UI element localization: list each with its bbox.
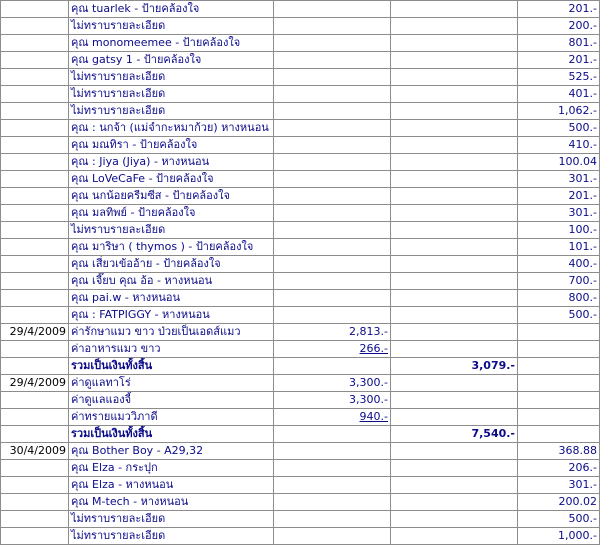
- expense-amount-cell[interactable]: [274, 358, 391, 375]
- donation-value-cell[interactable]: 500.-: [518, 120, 600, 137]
- donation-value-cell[interactable]: [518, 358, 600, 375]
- subtotal-cell[interactable]: [391, 239, 518, 256]
- donation-value-cell[interactable]: 200.02: [518, 494, 600, 511]
- donation-value-cell[interactable]: 301.-: [518, 477, 600, 494]
- expense-amount-cell[interactable]: [274, 528, 391, 545]
- donation-value-cell[interactable]: 500.-: [518, 511, 600, 528]
- spreadsheet-row: [1, 256, 600, 273]
- spreadsheet-row: [1, 1, 600, 18]
- date-cell[interactable]: [1, 273, 69, 290]
- date-cell[interactable]: [1, 69, 69, 86]
- subtotal-cell[interactable]: [391, 120, 518, 137]
- expense-amount-cell[interactable]: [274, 494, 391, 511]
- description-cell[interactable]: คุณ เสี่ยวเข้ออ้าย - ป้ายคล้องใจ: [69, 256, 274, 273]
- description-cell[interactable]: คุณ gatsy 1 - ป้ายคล้องใจ: [69, 52, 274, 69]
- spreadsheet-row: [1, 137, 600, 154]
- date-cell[interactable]: 30/4/2009: [1, 443, 69, 460]
- subtotal-cell[interactable]: 7,540.-: [391, 426, 518, 443]
- subtotal-cell[interactable]: [391, 460, 518, 477]
- subtotal-cell[interactable]: [391, 477, 518, 494]
- date-cell[interactable]: [1, 222, 69, 239]
- spreadsheet-row: [1, 460, 600, 477]
- donation-value-cell[interactable]: [518, 324, 600, 341]
- subtotal-cell[interactable]: [391, 494, 518, 511]
- description-cell[interactable]: คุณ monomeemee - ป้ายคล้องใจ: [69, 35, 274, 52]
- spreadsheet-row: [1, 324, 600, 341]
- subtotal-cell[interactable]: [391, 52, 518, 69]
- spreadsheet-row: [1, 375, 600, 392]
- date-cell[interactable]: [1, 460, 69, 477]
- expense-amount-text: 940.-: [359, 410, 388, 423]
- expense-amount-cell[interactable]: [274, 137, 391, 154]
- subtotal-cell[interactable]: [391, 290, 518, 307]
- description-cell[interactable]: ไม่ทราบรายละเอียด: [69, 222, 274, 239]
- description-cell[interactable]: ค่าอาหารแมว ขาว: [69, 341, 274, 358]
- subtotal-cell[interactable]: [391, 86, 518, 103]
- expense-amount-cell[interactable]: [274, 477, 391, 494]
- donation-value-cell[interactable]: 700.-: [518, 273, 600, 290]
- spreadsheet-row: [1, 222, 600, 239]
- subtotal-cell[interactable]: [391, 35, 518, 52]
- expense-amount-text: 2,813.-: [349, 325, 388, 338]
- date-cell[interactable]: [1, 256, 69, 273]
- donation-value-cell[interactable]: [518, 392, 600, 409]
- subtotal-cell[interactable]: [391, 137, 518, 154]
- donation-value-cell[interactable]: 201.-: [518, 52, 600, 69]
- expense-amount-cell[interactable]: [274, 205, 391, 222]
- date-cell[interactable]: 29/4/2009: [1, 375, 69, 392]
- expense-amount-cell[interactable]: [274, 69, 391, 86]
- donation-value-cell[interactable]: 368.88: [518, 443, 600, 460]
- date-cell[interactable]: [1, 290, 69, 307]
- expense-amount-cell[interactable]: [274, 120, 391, 137]
- subtotal-cell[interactable]: [391, 256, 518, 273]
- expense-amount-cell[interactable]: [274, 409, 391, 426]
- date-cell[interactable]: [1, 528, 69, 545]
- date-cell[interactable]: [1, 171, 69, 188]
- donation-value-cell[interactable]: 200.-: [518, 18, 600, 35]
- donation-value-cell[interactable]: 400.-: [518, 256, 600, 273]
- description-cell[interactable]: ไม่ทราบรายละเอียด: [69, 18, 274, 35]
- description-cell[interactable]: คุณ Elza - หางหนอน: [69, 477, 274, 494]
- description-cell[interactable]: คุณ มาริษา ( thymos ) - ป้ายคล้องใจ: [69, 239, 274, 256]
- date-cell[interactable]: 29/4/2009: [1, 324, 69, 341]
- donation-value-cell[interactable]: 500.-: [518, 307, 600, 324]
- spreadsheet-row: [1, 358, 600, 375]
- spreadsheet-row: [1, 18, 600, 35]
- description-cell[interactable]: รวมเป็นเงินทั้งสิ้น: [69, 358, 274, 375]
- spreadsheet-row: [1, 120, 600, 137]
- expense-amount-text: 3,300.-: [349, 393, 388, 406]
- expense-amount-cell[interactable]: [274, 290, 391, 307]
- subtotal-cell[interactable]: [391, 18, 518, 35]
- expense-amount-text: 266.-: [359, 342, 388, 355]
- subtotal-cell[interactable]: [391, 273, 518, 290]
- description-cell[interactable]: คุณ Elza - กระปุก: [69, 460, 274, 477]
- description-cell[interactable]: ค่าทรายแมววิภาดี: [69, 409, 274, 426]
- date-cell[interactable]: [1, 477, 69, 494]
- donation-value-cell[interactable]: 301.-: [518, 205, 600, 222]
- description-cell[interactable]: คุณ M-tech - หางหนอน: [69, 494, 274, 511]
- expense-amount-cell[interactable]: [274, 52, 391, 69]
- description-cell[interactable]: คุณ pai.w - หางหนอน: [69, 290, 274, 307]
- subtotal-cell[interactable]: [391, 392, 518, 409]
- spreadsheet-row: [1, 409, 600, 426]
- expense-amount-cell[interactable]: [274, 1, 391, 18]
- expense-amount-cell[interactable]: [274, 443, 391, 460]
- subtotal-cell[interactable]: 3,079.-: [391, 358, 518, 375]
- expense-amount-cell[interactable]: [274, 460, 391, 477]
- expense-amount-cell[interactable]: [274, 35, 391, 52]
- spreadsheet-row: [1, 307, 600, 324]
- expense-amount-cell[interactable]: [274, 392, 391, 409]
- spreadsheet-row: [1, 494, 600, 511]
- spreadsheet-row: [1, 188, 600, 205]
- subtotal-cell[interactable]: [391, 511, 518, 528]
- description-cell[interactable]: ค่าดูแลแองจี้: [69, 392, 274, 409]
- date-cell[interactable]: [1, 392, 69, 409]
- expense-amount-text: 3,300.-: [349, 376, 388, 389]
- date-cell[interactable]: [1, 86, 69, 103]
- description-cell[interactable]: ไม่ทราบรายละเอียด: [69, 528, 274, 545]
- date-cell[interactable]: [1, 494, 69, 511]
- date-cell[interactable]: [1, 120, 69, 137]
- description-cell[interactable]: คุณ นกน้อยครีมซีส - ป้ายคล้องใจ: [69, 188, 274, 205]
- donation-value-cell[interactable]: 1,062.-: [518, 103, 600, 120]
- subtotal-cell[interactable]: [391, 528, 518, 545]
- spreadsheet-row: [1, 154, 600, 171]
- expense-amount-cell[interactable]: [274, 86, 391, 103]
- expense-amount-cell[interactable]: [274, 154, 391, 171]
- subtotal-cell[interactable]: [391, 188, 518, 205]
- spreadsheet-row: [1, 511, 600, 528]
- description-cell[interactable]: คุณ tuarlek - ป้ายคล้องใจ: [69, 1, 274, 18]
- description-cell[interactable]: รวมเป็นเงินทั้งสิ้น: [69, 426, 274, 443]
- expense-amount-cell[interactable]: [274, 256, 391, 273]
- expense-amount-cell[interactable]: [274, 307, 391, 324]
- description-cell[interactable]: ไม่ทราบรายละเอียด: [69, 103, 274, 120]
- donation-value-cell[interactable]: 401.-: [518, 86, 600, 103]
- date-cell[interactable]: [1, 188, 69, 205]
- description-cell[interactable]: คุณ เจี๊ยบ คุณ อ้อ - หางหนอน: [69, 273, 274, 290]
- subtotal-cell[interactable]: [391, 409, 518, 426]
- description-cell[interactable]: ไม่ทราบรายละเอียด: [69, 69, 274, 86]
- date-cell[interactable]: [1, 409, 69, 426]
- donation-value-cell[interactable]: 201.-: [518, 188, 600, 205]
- donation-value-cell[interactable]: 800.-: [518, 290, 600, 307]
- description-cell[interactable]: คุณ Bother Boy - A29,32: [69, 443, 274, 460]
- expense-amount-cell[interactable]: [274, 18, 391, 35]
- subtotal-cell[interactable]: [391, 171, 518, 188]
- donation-value-cell[interactable]: 525.-: [518, 69, 600, 86]
- donation-value-cell[interactable]: 201.-: [518, 1, 600, 18]
- subtotal-cell[interactable]: [391, 69, 518, 86]
- spreadsheet-row: [1, 273, 600, 290]
- subtotal-cell[interactable]: [391, 205, 518, 222]
- date-cell[interactable]: [1, 307, 69, 324]
- donation-value-cell[interactable]: 301.-: [518, 171, 600, 188]
- description-cell[interactable]: คุณ มณทิรา - ป้ายคล้องใจ: [69, 137, 274, 154]
- spreadsheet-row: [1, 103, 600, 120]
- spreadsheet-row: [1, 171, 600, 188]
- description-cell[interactable]: ค่าดูแลทาโร่: [69, 375, 274, 392]
- donation-value-cell[interactable]: [518, 341, 600, 358]
- spreadsheet-row: [1, 528, 600, 545]
- donation-value-cell[interactable]: 801.-: [518, 35, 600, 52]
- spreadsheet-row: [1, 205, 600, 222]
- donation-value-cell[interactable]: [518, 426, 600, 443]
- subtotal-cell[interactable]: [391, 324, 518, 341]
- donation-value-cell[interactable]: 410.-: [518, 137, 600, 154]
- description-cell[interactable]: คุณ : FATPIGGY - หางหนอน: [69, 307, 274, 324]
- donation-value-cell[interactable]: 100.-: [518, 222, 600, 239]
- date-cell[interactable]: [1, 341, 69, 358]
- date-cell[interactable]: [1, 511, 69, 528]
- spreadsheet-body: [1, 1, 600, 545]
- description-cell[interactable]: คุณ : นกจ้า (แม่จำกะหมาก้วย) หางหนอน: [69, 120, 274, 137]
- subtotal-cell[interactable]: [391, 341, 518, 358]
- expense-amount-cell[interactable]: [274, 375, 391, 392]
- donation-value-cell[interactable]: [518, 375, 600, 392]
- expense-amount-cell[interactable]: [274, 103, 391, 120]
- description-cell[interactable]: ไม่ทราบรายละเอียด: [69, 511, 274, 528]
- spreadsheet-row: [1, 426, 600, 443]
- date-cell[interactable]: [1, 103, 69, 120]
- date-cell[interactable]: [1, 239, 69, 256]
- date-cell[interactable]: [1, 426, 69, 443]
- expense-amount-cell[interactable]: [274, 273, 391, 290]
- expense-amount-cell[interactable]: [274, 171, 391, 188]
- donation-value-cell[interactable]: 101.-: [518, 239, 600, 256]
- description-cell[interactable]: ไม่ทราบรายละเอียด: [69, 86, 274, 103]
- spreadsheet-row: [1, 86, 600, 103]
- description-cell[interactable]: คุณ มลทิพย์ - ป้ายคล้องใจ: [69, 205, 274, 222]
- spreadsheet-row: [1, 69, 600, 86]
- subtotal-cell[interactable]: [391, 375, 518, 392]
- spreadsheet-row: [1, 239, 600, 256]
- expense-amount-cell[interactable]: [274, 341, 391, 358]
- donation-value-cell[interactable]: [518, 409, 600, 426]
- subtotal-cell[interactable]: [391, 1, 518, 18]
- date-cell[interactable]: [1, 1, 69, 18]
- subtotal-cell[interactable]: [391, 103, 518, 120]
- spreadsheet-row: [1, 341, 600, 358]
- description-cell[interactable]: ค่ารักษาแมว ขาว ป่วยเป็นเอดส์แมว: [69, 324, 274, 341]
- expense-amount-cell[interactable]: [274, 426, 391, 443]
- spreadsheet-row: [1, 477, 600, 494]
- subtotal-cell[interactable]: [391, 154, 518, 171]
- donation-value-cell[interactable]: 100.04: [518, 154, 600, 171]
- spreadsheet-row: [1, 392, 600, 409]
- expense-amount-cell[interactable]: [274, 188, 391, 205]
- spreadsheet-row: [1, 52, 600, 69]
- description-cell[interactable]: คุณ LoVeCaFe - ป้ายคล้องใจ: [69, 171, 274, 188]
- date-cell[interactable]: [1, 137, 69, 154]
- expense-amount-cell[interactable]: [274, 511, 391, 528]
- date-cell[interactable]: [1, 205, 69, 222]
- donation-value-cell[interactable]: 206.-: [518, 460, 600, 477]
- subtotal-cell[interactable]: [391, 222, 518, 239]
- expense-amount-cell[interactable]: [274, 239, 391, 256]
- spreadsheet-row: [1, 35, 600, 52]
- expense-amount-cell[interactable]: [274, 324, 391, 341]
- spreadsheet-row: [1, 443, 600, 460]
- subtotal-cell[interactable]: [391, 307, 518, 324]
- expense-amount-cell[interactable]: [274, 222, 391, 239]
- description-cell[interactable]: คุณ : Jiya (Jiya) - หางหนอน: [69, 154, 274, 171]
- date-cell[interactable]: [1, 154, 69, 171]
- donation-value-cell[interactable]: 1,000.-: [518, 528, 600, 545]
- date-cell[interactable]: [1, 358, 69, 375]
- subtotal-cell[interactable]: [391, 443, 518, 460]
- spreadsheet-row: [1, 290, 600, 307]
- date-cell[interactable]: [1, 35, 69, 52]
- date-cell[interactable]: [1, 52, 69, 69]
- date-cell[interactable]: [1, 18, 69, 35]
